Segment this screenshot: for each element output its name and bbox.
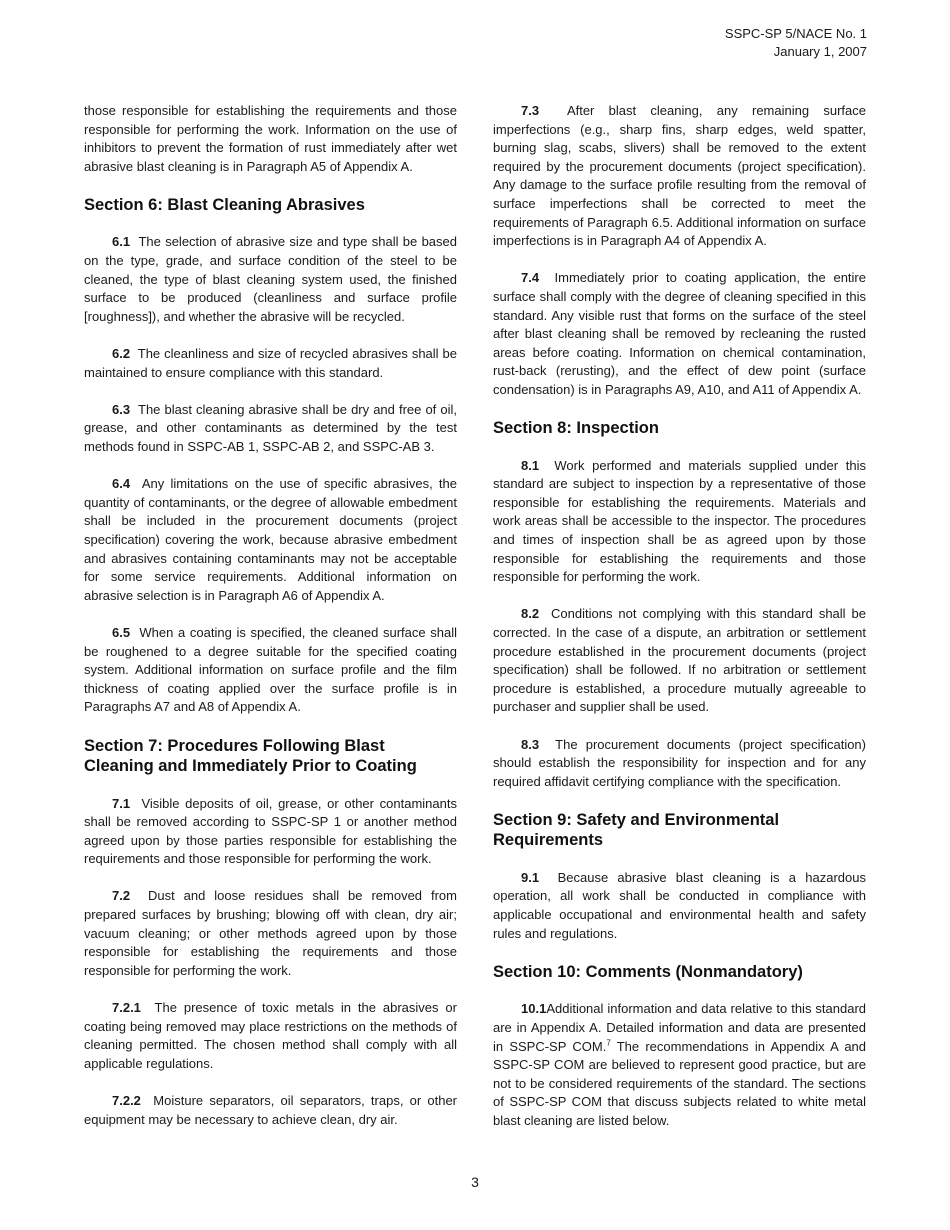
paragraph-text: Work performed and materials supplied under this standard are subject to inspection by a representative of those responsible for establishing the requirements. Materials and work areas shall be accessible to the inspector. The procedures and times of inspection shall be as agreed upon by those responsible for establishing the requirements and those responsible for performing the work. <box>493 457 866 585</box>
section-10-heading: Section 10: Comments (Nonmandatory) <box>493 962 803 981</box>
paragraph-number: 7.1 <box>112 795 131 811</box>
paragraph-text: The selection of abrasive size and type shall be based on the type, grade, and surface condition of the steel to be cleaned, the type of blast cleaning system used, the finished surface to be produced (cleanliness and surface profile [roughness]), and whether the abrasive will be recycled. <box>84 234 457 324</box>
paragraph-number: 8.3 <box>521 736 540 752</box>
page-number: 3 <box>471 1174 479 1190</box>
paragraph-number: 10.1 <box>521 1001 547 1017</box>
paragraph-8-3 <box>493 736 866 792</box>
paragraph-intro: those responsible for establishing the requirements and those responsible for performing the work. Information on the use of inhibitors to prevent the formation of rust immediately after wet abrasive blast cleaning is in Paragraph A5 of Appendix A. <box>84 103 457 174</box>
paragraph-number: 9.1 <box>521 869 540 885</box>
paragraph-7-2 <box>84 887 457 980</box>
paragraph-text: Visible deposits of oil, grease, or other contaminants shall be removed according to SSPC-SP 1 or another method agreed upon by those parties responsible for establishing the requirements and those responsible for performing the work. <box>84 795 457 867</box>
paragraph-text: After blast cleaning, any remaining surface imperfections (e.g., sharp fins, sharp edges, weld spatter, burning slag, scabs, slivers) shall be removed to the extent required by the procurement documents (project specification). Any damage to the surface profile resulting from the removal of surface imperfections shall be corrected to meet the requirements of Paragraph 6.5. Additional information on surface imperfections is in Paragraph A4 of Appendix A. <box>493 103 866 249</box>
paragraph-8-2 <box>493 605 866 717</box>
paragraph-10-1 <box>493 1000 866 1130</box>
paragraph-number: 6.2 <box>112 346 131 362</box>
paragraph-number: 7.2 <box>112 888 131 904</box>
paragraph-9-1 <box>493 869 866 943</box>
right-column <box>493 102 866 1149</box>
paragraph-number: 8.2 <box>521 606 540 622</box>
paragraph-7-3 <box>493 102 866 251</box>
paragraph-text: Conditions not complying with this standard shall be corrected. In the case of a dispute, an arbitration or settlement procedure established in the procurement documents (project specification) shall be followed. If no arbitration or settlement procedure is established, a procedure mutually agreeable to purchaser and supplier shall be used. <box>493 606 866 715</box>
footnote-reference: 7 <box>606 1038 611 1048</box>
section-8-heading: Section 8: Inspection <box>493 419 659 438</box>
paragraph-text: The blast cleaning abrasive shall be dry and free of oil, grease, and other contaminants as determined by the test methods found in SSPC-AB 1, SSPC-AB 2, and SSPC-AB 3. <box>84 401 457 454</box>
paragraph-number: 6.4 <box>112 476 131 492</box>
paragraph-6-2 <box>84 345 457 382</box>
section-9-heading: Section 9: Safety and Environmental Requirements <box>493 810 780 850</box>
paragraph-number: 7.2.2 <box>112 1093 141 1108</box>
paragraph-number: 8.1 <box>521 457 540 473</box>
paragraph-text: The cleanliness and size of recycled abrasives shall be maintained to ensure compliance with this standard. <box>84 346 457 380</box>
paragraph-text: Dust and loose residues shall be removed from prepared surfaces by brushing; blowing off with clean, dry air; vacuum cleaning; or other methods agreed upon by those responsible for establishing the requirements and those responsible for performing the work. <box>84 888 457 978</box>
paragraph-7-1 <box>84 795 457 869</box>
paragraph-number: 6.1 <box>112 234 131 250</box>
paragraph-text: The presence of toxic metals in the abrasives or coating being removed may place restrictions on the methods of cleaning permitted. The chosen method shall comply with all applicable regulations. <box>84 1000 457 1071</box>
paragraph-text: Moisture separators, oil separators, traps, or other equipment may be necessary to achieve clean, dry air. <box>84 1093 457 1127</box>
paragraph-6-4 <box>84 475 457 605</box>
paragraph-text: Any limitations on the use of specific abrasives, the quantity of contaminants, or the degree of allowable embedment shall be included in the procurement documents (project specification) covering the work, because abrasive embedment and abrasives containing contaminants may not be acceptable for some service requirements. Additional information on abrasive selection is in Paragraph A6 of Appendix A. <box>84 476 458 603</box>
paragraph-8-1 <box>493 457 866 587</box>
paragraph-6-3 <box>84 401 457 457</box>
paragraph-number: 6.3 <box>112 401 131 417</box>
paragraph-text-continued: The recommendations in Appendix A and SSPC-SP COM are believed to represent good practice, but are not to be considered requirements of the standard. The sections of SSPC-SP COM that discuss subjects related to white metal blast cleaning are listed below. <box>493 1038 867 1128</box>
paragraph-number: 7.3 <box>521 103 540 118</box>
paragraph-6-1 <box>84 233 457 326</box>
paragraph-text: Because abrasive blast cleaning is a hazardous operation, all work shall be conducted in compliance with applicable occupational and environmental health and safety rules and regulations. <box>493 869 866 941</box>
document-id: SSPC-SP 5/NACE No. 1 <box>724 26 867 41</box>
paragraph-number: 7.4 <box>521 270 540 286</box>
page-header <box>725 25 867 61</box>
paragraph-text: When a coating is specified, the cleaned surface shall be roughened to a degree suitable for the specified coating system. Additional information on surface profile and the film thickness of coating applied over the surface profile is in Paragraphs A7 and A8 of Appendix A. <box>84 624 457 715</box>
paragraph-number: 7.2.1 <box>112 1000 141 1016</box>
document-date: January 1, 2007 <box>773 44 867 59</box>
section-7-heading: Section 7: Procedures Following Blast Cleaning and Immediately Prior to Coating <box>84 736 417 775</box>
paragraph-7-2-2 <box>84 1092 457 1129</box>
paragraph-text: Immediately prior to coating application, the entire surface shall comply with the degree of cleaning specified in this standard. Any visible rust that forms on the surface of the steel after blast cleaning shall be removed by recleaning the rusted areas before coating. Information on chemical contamination, rust-back (rerusting), and the effect of dew point (surface condensation) is in Paragraphs A9, A10, and A11 of Appendix A. <box>493 270 866 397</box>
left-column <box>84 102 457 1148</box>
paragraph-text: The procurement documents (project specification) should establish the responsibility for inspection and for any required affidavit certifying compliance with the specification. <box>493 736 866 789</box>
paragraph-7-2-1 <box>84 999 457 1073</box>
paragraph-7-4 <box>493 269 866 399</box>
paragraph-number: 6.5 <box>112 624 131 640</box>
paragraph-text: Additional information and data relative to this standard are in Appendix A. Detailed information and data are presented in SSPC-SP COM. <box>493 1001 866 1054</box>
paragraph-6-5 <box>84 624 457 717</box>
section-6-heading: Section 6: Blast Cleaning Abrasives <box>84 195 365 214</box>
